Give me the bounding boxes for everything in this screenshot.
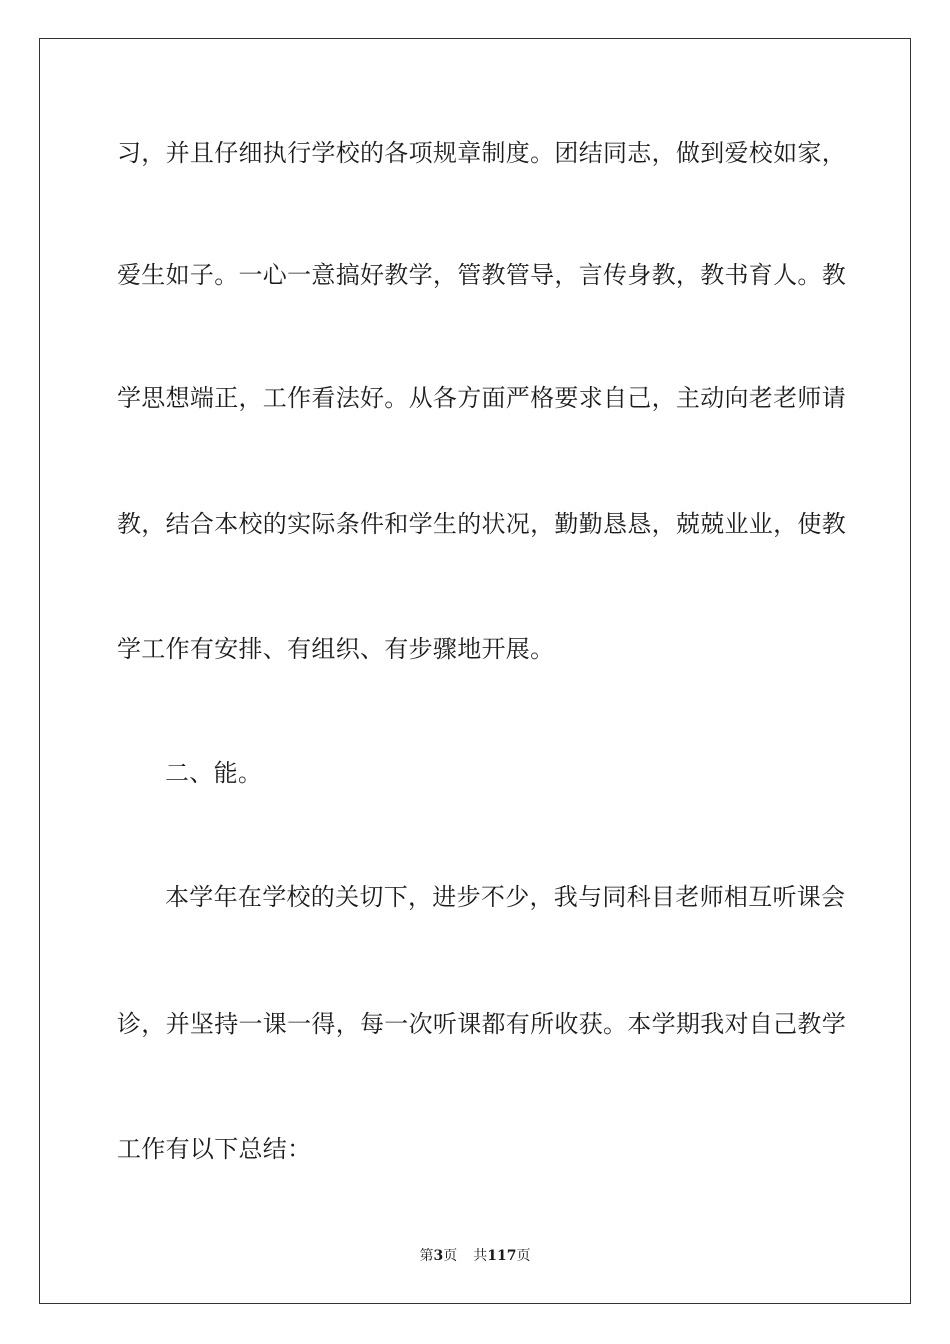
body-text-line: 诊，并坚持一课一得，每一次听课都有所收获。本学期我对自己教学 <box>117 1010 846 1038</box>
body-text-line: 习，并且仔细执行学校的各项规章制度。团结同志，做到爱校如家， <box>117 139 846 167</box>
body-text-line: 教，结合本校的实际条件和学生的状况，勤勤恳恳，兢兢业业，使教 <box>117 510 846 538</box>
body-text-line: 学工作有安排、有组织、有步骤地开展。 <box>117 635 555 663</box>
body-text-line: 爱生如子。一心一意搞好教学，管教管导，言传身教，教书育人。教 <box>117 261 846 289</box>
section-heading: 二、能。 <box>165 759 263 787</box>
body-text-line: 本学年在学校的关切下，进步不少，我与同科目老师相互听课会 <box>165 883 846 911</box>
total-pages: 117 <box>487 1248 517 1264</box>
body-text-line: 工作有以下总结： <box>117 1135 312 1163</box>
page-suffix: 页 <box>443 1248 458 1264</box>
total-prefix: 共 <box>473 1248 488 1264</box>
page-prefix: 第 <box>419 1248 434 1264</box>
page-number: 3 <box>433 1248 444 1264</box>
page-border <box>39 38 911 1304</box>
body-text-line: 学思想端正，工作看法好。从各方面严格要求自己，主动向老老师请 <box>117 384 846 412</box>
total-suffix: 页 <box>516 1248 531 1264</box>
page-footer <box>0 1246 950 1266</box>
